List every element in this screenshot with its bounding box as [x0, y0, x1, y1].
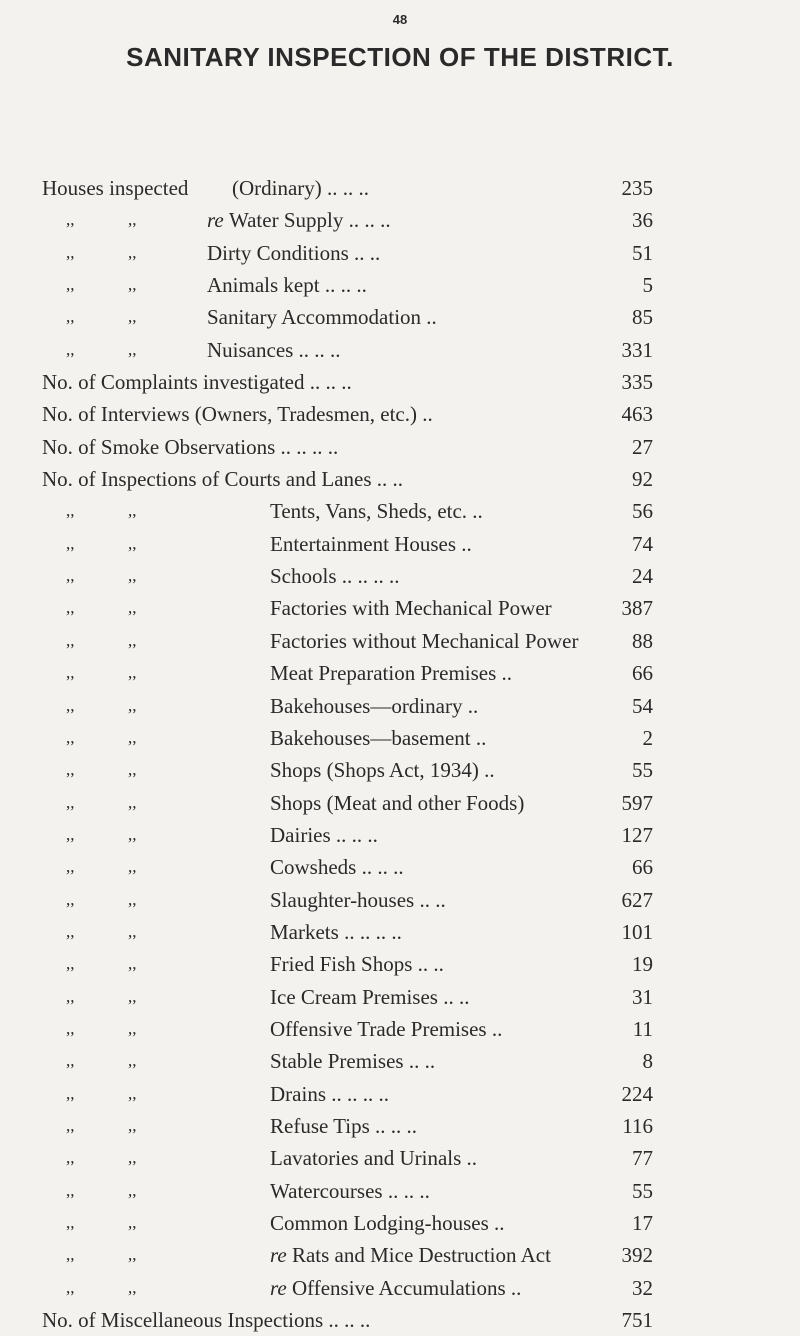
table-row: [0, 1078, 800, 1110]
ditto-mark: ,,: [66, 1115, 75, 1135]
ditto-mark: ,,: [128, 1115, 137, 1135]
ditto-mark: ,,: [128, 307, 137, 327]
table-row: [0, 237, 800, 269]
row-value: 55: [632, 758, 653, 783]
row-value: 74: [632, 531, 653, 556]
inspection-table: [0, 172, 800, 1336]
ditto-mark: ,,: [66, 1213, 75, 1232]
ditto-mark: ,,: [128, 339, 137, 359]
row-value: 5: [642, 273, 653, 298]
table-row: [0, 560, 800, 592]
table-row: [0, 1142, 800, 1174]
table-row: [0, 884, 800, 916]
row-value: 77: [632, 1146, 653, 1171]
row-label: No. of Miscellaneous Inspections .. .. ..: [42, 1308, 371, 1333]
table-row: [0, 722, 800, 754]
ditto-mark: ,,: [66, 986, 75, 1006]
ditto-mark: ,,: [128, 857, 137, 877]
row-label: Sanitary Accommodation ..: [207, 305, 437, 330]
row-label: Refuse Tips .. .. ..: [270, 1113, 418, 1138]
table-row: [0, 754, 800, 786]
row-label: re Water Supply .. .. ..: [207, 208, 391, 233]
row-label: Dirty Conditions .. ..: [207, 240, 381, 265]
row-label: Entertainment Houses ..: [270, 531, 472, 556]
ditto-mark: ,,: [66, 1148, 75, 1168]
row-label: No. of Smoke Observations .. .. .. ..: [42, 434, 339, 459]
page-number: 48: [392, 12, 408, 27]
ditto-mark: ,,: [66, 889, 75, 909]
row-value: 127: [621, 822, 653, 847]
row-value: 387: [621, 596, 653, 621]
row-label: No. of Interviews (Owners, Tradesmen, etc.) ..: [42, 402, 433, 427]
row-value: 101: [621, 919, 653, 944]
table-row: [0, 819, 800, 851]
row-value: 31: [632, 984, 653, 1009]
row-prefix: re: [270, 1275, 292, 1300]
ditto-mark: ,,: [128, 275, 137, 295]
table-row: [0, 1013, 800, 1045]
row-value: 24: [632, 564, 653, 589]
ditto-mark: ,,: [128, 663, 137, 683]
row-value: 597: [621, 790, 653, 815]
table-row: [0, 1045, 800, 1077]
row-label: Cowsheds .. .. ..: [270, 855, 404, 880]
row-value: 51: [632, 240, 653, 265]
row-label: Nuisances .. .. ..: [207, 337, 341, 362]
ditto-mark: ,,: [128, 954, 137, 974]
ditto-mark: ,,: [66, 760, 75, 780]
row-prefix: re: [207, 208, 229, 233]
row-label: Stable Premises .. ..: [270, 1049, 436, 1074]
ditto-mark: ,,: [66, 275, 75, 295]
ditto-mark: ,,: [66, 824, 75, 844]
row-label: Tents, Vans, Sheds, etc. ..: [270, 499, 483, 524]
row-label: Animals kept .. .. ..: [207, 273, 367, 298]
ditto-mark: ,,: [66, 566, 75, 586]
ditto-mark: ,,: [66, 339, 75, 359]
row-label: Shops (Meat and other Foods): [270, 790, 525, 815]
row-label: Common Lodging-houses ..: [270, 1211, 505, 1235]
ditto-mark: ,,: [66, 210, 75, 230]
table-row: [0, 334, 800, 366]
ditto-mark: ,,: [66, 857, 75, 877]
ditto-mark: ,,: [128, 792, 137, 812]
row-value: 235: [621, 176, 653, 200]
ditto-mark: ,,: [128, 210, 137, 230]
table-row: [0, 1175, 800, 1207]
ditto-mark: ,,: [66, 954, 75, 974]
row-label: Factories with Mechanical Power: [270, 596, 552, 621]
row-label: Bakehouses—ordinary ..: [270, 693, 479, 718]
table-row: [0, 495, 800, 527]
row-label: Bakehouses—basement ..: [270, 725, 487, 750]
ditto-mark: ,,: [128, 921, 137, 941]
ditto-mark: ,,: [128, 630, 137, 650]
ditto-mark: ,,: [66, 1018, 75, 1038]
row-label: Fried Fish Shops .. ..: [270, 952, 444, 977]
ditto-mark: ,,: [66, 1051, 75, 1071]
row-value: 8: [642, 1049, 653, 1074]
ditto-mark: ,,: [128, 1245, 137, 1265]
row-value: 224: [621, 1081, 653, 1106]
ditto-mark: ,,: [128, 1018, 137, 1038]
row-label: Factories without Mechanical Power: [270, 628, 579, 653]
row-label: Drains .. .. .. ..: [270, 1081, 389, 1106]
row-label: Houses inspected: [42, 176, 189, 200]
ditto-mark: ,,: [128, 824, 137, 844]
ditto-mark: ,,: [128, 1051, 137, 1071]
ditto-mark: ,,: [66, 307, 75, 327]
ditto-mark: ,,: [128, 242, 137, 262]
table-row: [0, 431, 800, 463]
table-row: [0, 916, 800, 948]
table-row: [0, 625, 800, 657]
ditto-mark: ,,: [66, 1180, 75, 1200]
table-row: [0, 172, 800, 204]
ditto-mark: ,,: [66, 921, 75, 941]
ditto-mark: ,,: [128, 1148, 137, 1168]
ditto-mark: ,,: [128, 501, 137, 521]
row-label: Shops (Shops Act, 1934) ..: [270, 758, 495, 783]
ditto-mark: ,,: [66, 695, 75, 715]
row-value: 92: [632, 467, 653, 492]
row-value: 19: [632, 952, 653, 977]
row-label: Offensive Trade Premises ..: [270, 1016, 503, 1041]
table-row: [0, 366, 800, 398]
ditto-mark: ,,: [66, 630, 75, 650]
row-value: 17: [632, 1211, 653, 1235]
row-label: Ice Cream Premises .. ..: [270, 984, 470, 1009]
row-label: (Ordinary) .. .. ..: [232, 176, 370, 200]
row-value: 32: [632, 1275, 653, 1300]
ditto-mark: ,,: [66, 1083, 75, 1103]
row-label: No. of Complaints investigated .. .. ..: [42, 370, 352, 395]
row-label: Slaughter-houses .. ..: [270, 887, 446, 912]
ditto-mark: ,,: [128, 760, 137, 780]
ditto-mark: ,,: [66, 1277, 75, 1297]
table-row: [0, 948, 800, 980]
ditto-mark: ,,: [66, 501, 75, 521]
ditto-mark: ,,: [128, 566, 137, 586]
row-value: 2: [642, 725, 653, 750]
ditto-mark: ,,: [128, 986, 137, 1006]
table-row: [0, 657, 800, 689]
table-row: [0, 528, 800, 560]
row-label: No. of Inspections of Courts and Lanes .. ..: [42, 467, 404, 492]
table-row: [0, 269, 800, 301]
table-row: [0, 1239, 800, 1271]
ditto-mark: ,,: [128, 727, 137, 747]
table-row: [0, 301, 800, 333]
ditto-mark: ,,: [128, 1277, 137, 1297]
row-value: 463: [621, 402, 653, 427]
row-value: 116: [622, 1113, 653, 1138]
ditto-mark: ,,: [66, 792, 75, 812]
row-value: 335: [621, 370, 653, 395]
row-label: Markets .. .. .. ..: [270, 919, 402, 944]
row-value: 66: [632, 661, 653, 686]
ditto-mark: ,,: [128, 598, 137, 618]
ditto-mark: ,,: [128, 1180, 137, 1200]
table-row: [0, 787, 800, 819]
row-value: 66: [632, 855, 653, 880]
table-row: [0, 851, 800, 883]
row-label: re Offensive Accumulations ..: [270, 1275, 522, 1300]
row-value: 85: [632, 305, 653, 330]
ditto-mark: ,,: [128, 695, 137, 715]
row-value: 88: [632, 628, 653, 653]
table-row: [0, 1304, 800, 1336]
row-value: 27: [632, 434, 653, 459]
ditto-mark: ,,: [66, 727, 75, 747]
row-value: 54: [632, 693, 653, 718]
page-title: SANITARY INSPECTION OF THE DISTRICT.: [126, 42, 674, 72]
row-label: Dairies .. .. ..: [270, 822, 378, 847]
row-label: Lavatories and Urinals ..: [270, 1146, 478, 1171]
row-value: 55: [632, 1178, 653, 1203]
ditto-mark: ,,: [66, 242, 75, 262]
table-row: [0, 463, 800, 495]
row-value: 36: [632, 208, 653, 233]
row-value: 11: [632, 1016, 653, 1041]
row-label: Watercourses .. .. ..: [270, 1178, 430, 1203]
ditto-mark: ,,: [66, 533, 75, 553]
ditto-mark: ,,: [128, 1083, 137, 1103]
row-value: 751: [621, 1308, 653, 1333]
ditto-mark: ,,: [66, 1245, 75, 1265]
ditto-mark: ,,: [66, 663, 75, 683]
row-label: Schools .. .. .. ..: [270, 564, 400, 589]
ditto-mark: ,,: [128, 889, 137, 909]
row-value: 392: [621, 1243, 653, 1268]
ditto-mark: ,,: [128, 1213, 137, 1232]
row-label: Meat Preparation Premises ..: [270, 661, 513, 686]
table-row: [0, 1207, 800, 1239]
table-row: [0, 204, 800, 236]
ditto-mark: ,,: [128, 533, 137, 553]
table-row: [0, 398, 800, 430]
table-row: [0, 1272, 800, 1304]
row-value: 331: [621, 337, 653, 362]
ditto-mark: ,,: [66, 598, 75, 618]
row-value: 56: [632, 499, 653, 524]
table-row: [0, 592, 800, 624]
row-label: re Rats and Mice Destruction Act: [270, 1243, 551, 1268]
row-value: 627: [621, 887, 653, 912]
table-row: [0, 690, 800, 722]
row-prefix: re: [270, 1243, 292, 1268]
table-row: [0, 1110, 800, 1142]
table-row: [0, 981, 800, 1013]
